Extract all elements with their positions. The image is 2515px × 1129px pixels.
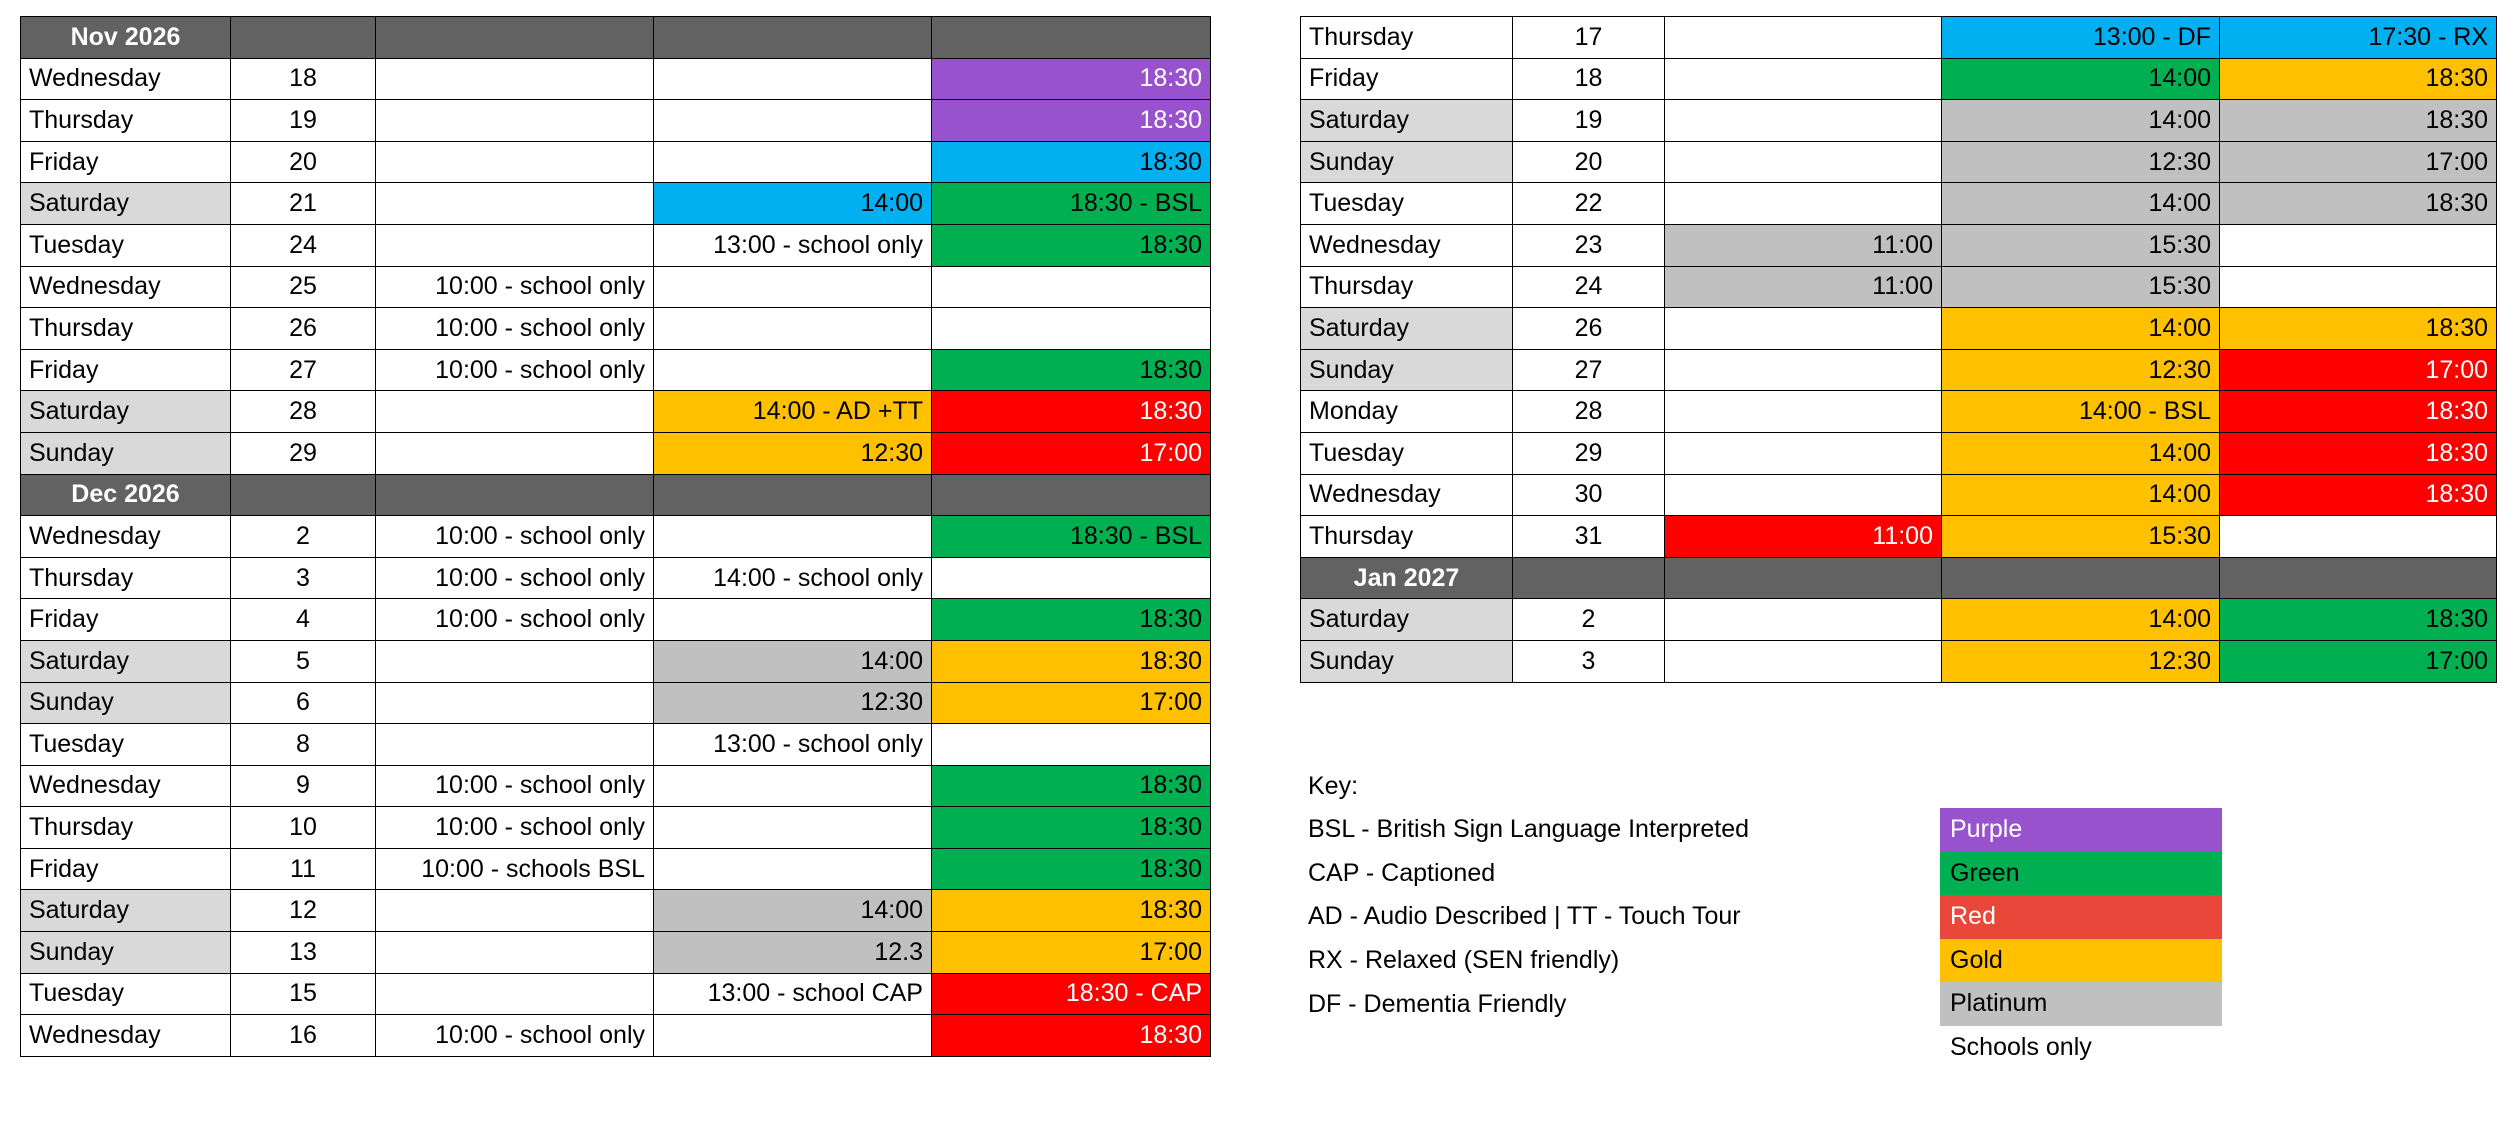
date-cell: 28 [231,391,376,433]
key-row [1308,1026,2228,1070]
date-cell: 27 [1513,349,1665,391]
schedule-row [1301,599,2497,641]
day-cell: Wednesday [21,765,231,807]
header-cell [376,17,654,59]
day-cell: Friday [21,848,231,890]
performance-slot-cell: 17:00 [932,682,1211,724]
date-cell: 3 [231,557,376,599]
performance-slot-cell: 18:30 [932,599,1211,641]
schedule-row [21,349,1211,391]
performance-slot-cell: 12:30 [654,432,932,474]
day-cell: Friday [21,599,231,641]
day-cell: Wednesday [21,516,231,558]
legend-key [1308,764,2228,1070]
schedule-row [21,100,1211,142]
performance-slot-cell [1665,141,1942,183]
date-cell: 11 [231,848,376,890]
performance-slot-cell: 18:30 [932,349,1211,391]
day-cell: Wednesday [1301,224,1513,266]
performance-slot-cell [932,557,1211,599]
performance-slot-cell [1665,599,1942,641]
schedule-row [1301,432,2497,474]
schedule-row [21,973,1211,1015]
date-cell: 10 [231,807,376,849]
performance-slot-cell: 14:00 [654,183,932,225]
performance-slot-cell: 18:30 [2220,308,2497,350]
date-cell: 6 [231,682,376,724]
performance-slot-cell: 18:30 [932,890,1211,932]
day-cell: Wednesday [21,1015,231,1057]
performance-slot-cell [376,682,654,724]
day-cell: Thursday [21,557,231,599]
performance-slot-cell: 12:30 [1942,640,2220,682]
performance-slot-cell: 10:00 - school only [376,349,654,391]
schedule-row [21,58,1211,100]
performance-slot-cell: 10:00 - school only [376,599,654,641]
performance-slot-cell [654,848,932,890]
performance-slot-cell: 10:00 - school only [376,1015,654,1057]
performance-slot-cell: 18:30 [932,848,1211,890]
performance-slot-cell: 18:30 [932,765,1211,807]
key-label: CAP - Captioned [1308,858,1496,887]
performance-slot-cell: 12.3 [654,932,932,974]
performance-slot-cell [376,724,654,766]
day-cell: Thursday [21,100,231,142]
schedule-row [21,557,1211,599]
performance-slot-cell: 10:00 - school only [376,308,654,350]
header-cell [2220,557,2497,599]
schedule-row [1301,100,2497,142]
day-cell: Thursday [1301,266,1513,308]
performance-slot-cell [376,183,654,225]
key-swatch: Red [1940,895,2222,939]
date-cell: 2 [1513,599,1665,641]
performance-slot-cell: 18:30 [932,100,1211,142]
date-cell: 21 [231,183,376,225]
day-cell: Saturday [21,890,231,932]
performance-slot-cell: 14:00 - AD +TT [654,391,932,433]
date-cell: 16 [231,1015,376,1057]
performance-slot-cell: 18:30 [932,58,1211,100]
day-cell: Saturday [21,640,231,682]
header-cell [1513,557,1665,599]
schedule-row [1301,17,2497,59]
key-swatch: Platinum [1940,982,2222,1026]
performance-slot-cell: 13:00 - DF [1942,17,2220,59]
performance-slot-cell [1665,640,1942,682]
day-cell: Saturday [1301,599,1513,641]
performance-slot-cell [376,391,654,433]
key-title: Key: [1308,772,1359,800]
day-cell: Thursday [21,308,231,350]
performance-slot-cell: 13:00 - school only [654,724,932,766]
day-cell: Tuesday [21,724,231,766]
schedule-row [1301,141,2497,183]
performance-slot-cell [376,141,654,183]
performance-slot-cell: 18:30 [2220,58,2497,100]
performance-slot-cell [376,973,654,1015]
performance-slot-cell [1665,183,1942,225]
performance-slot-cell: 14:00 [1942,432,2220,474]
performance-slot-cell: 14:00 [654,640,932,682]
performance-slot-cell: 11:00 [1665,224,1942,266]
key-swatch: Purple [1940,808,2222,852]
performance-slot-cell: 18:30 [2220,599,2497,641]
performance-slot-cell: 18:30 [932,141,1211,183]
key-row [1308,852,2228,896]
performance-slot-cell [932,308,1211,350]
schedule-row [21,765,1211,807]
schedule-row [1301,308,2497,350]
performance-slot-cell [654,349,932,391]
day-cell: Tuesday [21,224,231,266]
key-row [1308,939,2228,983]
date-cell: 23 [1513,224,1665,266]
day-cell: Saturday [1301,308,1513,350]
day-cell: Friday [21,141,231,183]
schedule-table-right [1300,16,2497,683]
performance-slot-cell: 17:00 [2220,141,2497,183]
day-cell: Wednesday [21,58,231,100]
schedule-row [21,807,1211,849]
performance-slot-cell: 13:00 - school only [654,224,932,266]
performance-slot-cell: 12:30 [654,682,932,724]
date-cell: 29 [1513,432,1665,474]
key-swatch: Schools only [1940,1026,2222,1070]
day-cell: Friday [21,349,231,391]
date-cell: 17 [1513,17,1665,59]
performance-slot-cell: 13:00 - school CAP [654,973,932,1015]
date-cell: 25 [231,266,376,308]
date-cell: 20 [231,141,376,183]
month-label: Dec 2026 [21,474,231,516]
schedule-row [1301,183,2497,225]
schedule-row [1301,516,2497,558]
performance-slot-cell: 12:30 [1942,141,2220,183]
date-cell: 24 [1513,266,1665,308]
schedule-row [1301,266,2497,308]
day-cell: Sunday [1301,640,1513,682]
performance-slot-cell: 11:00 [1665,516,1942,558]
performance-slot-cell [1665,58,1942,100]
performance-slot-cell: 18:30 [2220,474,2497,516]
performance-slot-cell [2220,266,2497,308]
month-header-row [21,17,1211,59]
day-cell: Sunday [1301,349,1513,391]
schedule-row [21,640,1211,682]
date-cell: 5 [231,640,376,682]
schedule-row [21,1015,1211,1057]
performance-slot-cell: 18:30 [932,391,1211,433]
performance-slot-cell: 10:00 - school only [376,765,654,807]
performance-slot-cell: 18:30 [2220,432,2497,474]
key-swatch: Green [1940,852,2222,896]
performance-slot-cell: 11:00 [1665,266,1942,308]
performance-slot-cell: 17:00 [932,432,1211,474]
day-cell: Tuesday [21,973,231,1015]
date-cell: 20 [1513,141,1665,183]
performance-slot-cell: 14:00 [1942,599,2220,641]
date-cell: 8 [231,724,376,766]
performance-slot-cell: 10:00 - school only [376,516,654,558]
performance-slot-cell: 10:00 - school only [376,807,654,849]
performance-slot-cell [376,890,654,932]
date-cell: 29 [231,432,376,474]
date-cell: 19 [1513,100,1665,142]
date-cell: 26 [1513,308,1665,350]
date-cell: 19 [231,100,376,142]
schedule-row [21,724,1211,766]
schedule-row [21,516,1211,558]
key-swatch: Gold [1940,939,2222,983]
header-cell [932,474,1211,516]
header-cell [376,474,654,516]
schedule-row [21,183,1211,225]
performance-slot-cell: 18:30 - BSL [932,516,1211,558]
schedule-row [21,432,1211,474]
day-cell: Saturday [21,391,231,433]
date-cell: 4 [231,599,376,641]
performance-slot-cell: 12:30 [1942,349,2220,391]
month-label: Nov 2026 [21,17,231,59]
performance-slot-cell [1665,349,1942,391]
performance-slot-cell [1665,308,1942,350]
date-cell: 3 [1513,640,1665,682]
header-cell [1942,557,2220,599]
performance-slot-cell [654,141,932,183]
schedule-row [1301,224,2497,266]
header-cell [1665,557,1942,599]
date-cell: 9 [231,765,376,807]
month-header-row [1301,557,2497,599]
performance-slot-cell [376,224,654,266]
performance-slot-cell: 18:30 [2220,183,2497,225]
performance-slot-cell [932,266,1211,308]
schedule-row [21,266,1211,308]
day-cell: Sunday [1301,141,1513,183]
performance-slot-cell [1665,391,1942,433]
performance-slot-cell [376,100,654,142]
header-cell [932,17,1211,59]
performance-slot-cell: 18:30 [2220,391,2497,433]
performance-slot-cell [1665,17,1942,59]
day-cell: Tuesday [1301,432,1513,474]
key-row [1308,982,2228,1026]
schedule-row [1301,640,2497,682]
performance-slot-cell: 14:00 [1942,100,2220,142]
performance-slot-cell [376,58,654,100]
key-label: BSL - British Sign Language Interpreted [1308,815,1750,844]
schedule-row [21,932,1211,974]
performance-slot-cell: 10:00 - school only [376,557,654,599]
schedule-row [21,599,1211,641]
day-cell: Friday [1301,58,1513,100]
performance-slot-cell: 18:30 [932,807,1211,849]
day-cell: Thursday [1301,17,1513,59]
date-cell: 13 [231,932,376,974]
schedule-row [21,308,1211,350]
performance-slot-cell [654,1015,932,1057]
performance-slot-cell: 15:30 [1942,266,2220,308]
date-cell: 26 [231,308,376,350]
schedule-row [21,848,1211,890]
schedule-table-left [20,16,1211,1057]
performance-slot-cell: 17:00 [2220,349,2497,391]
performance-slot-cell: 18:30 [932,640,1211,682]
header-cell [654,474,932,516]
schedule-row [1301,349,2497,391]
date-cell: 30 [1513,474,1665,516]
performance-slot-cell: 17:30 - RX [2220,17,2497,59]
header-cell [231,474,376,516]
performance-slot-cell: 18:30 [932,224,1211,266]
performance-slot-cell [376,932,654,974]
day-cell: Saturday [1301,100,1513,142]
key-label: RX - Relaxed (SEN friendly) [1308,946,1620,975]
schedule-row [21,391,1211,433]
date-cell: 24 [231,224,376,266]
schedule-row [21,890,1211,932]
performance-slot-cell: 10:00 - school only [376,266,654,308]
performance-slot-cell: 17:00 [932,932,1211,974]
performance-slot-cell [654,308,932,350]
performance-slot-cell: 14:00 [1942,308,2220,350]
day-cell: Wednesday [21,266,231,308]
header-cell [231,17,376,59]
day-cell: Sunday [21,932,231,974]
performance-slot-cell: 14:00 [1942,183,2220,225]
performance-slot-cell: 10:00 - schools BSL [376,848,654,890]
performance-slot-cell [654,599,932,641]
key-label: DF - Dementia Friendly [1308,989,1567,1018]
day-cell: Tuesday [1301,183,1513,225]
key-label: AD - Audio Described | TT - Touch Tour [1308,902,1741,931]
performance-slot-cell [932,724,1211,766]
performance-slot-cell [654,765,932,807]
day-cell: Sunday [21,682,231,724]
date-cell: 2 [231,516,376,558]
performance-slot-cell [1665,474,1942,516]
schedule-row [21,682,1211,724]
performance-slot-cell [1665,100,1942,142]
key-row [1308,895,2228,939]
date-cell: 12 [231,890,376,932]
schedule-row [1301,391,2497,433]
performance-slot-cell: 18:30 - BSL [932,183,1211,225]
schedule-row [1301,58,2497,100]
performance-slot-cell [654,100,932,142]
performance-slot-cell: 15:30 [1942,516,2220,558]
performance-slot-cell [654,266,932,308]
performance-slot-cell [1665,432,1942,474]
day-cell: Saturday [21,183,231,225]
performance-slot-cell [376,432,654,474]
performance-slot-cell: 14:00 [1942,58,2220,100]
header-cell [654,17,932,59]
date-cell: 27 [231,349,376,391]
performance-slot-cell [654,58,932,100]
performance-slot-cell [2220,516,2497,558]
performance-slot-cell [654,516,932,558]
date-cell: 15 [231,973,376,1015]
day-cell: Thursday [1301,516,1513,558]
performance-slot-cell: 18:30 - CAP [932,973,1211,1015]
date-cell: 28 [1513,391,1665,433]
schedule-row [1301,474,2497,516]
performance-slot-cell: 14:00 - BSL [1942,391,2220,433]
performance-slot-cell [2220,224,2497,266]
day-cell: Thursday [21,807,231,849]
date-cell: 22 [1513,183,1665,225]
performance-slot-cell: 14:00 [654,890,932,932]
day-cell: Wednesday [1301,474,1513,516]
schedule-row [21,224,1211,266]
performance-slot-cell: 14:00 [1942,474,2220,516]
date-cell: 18 [1513,58,1665,100]
date-cell: 31 [1513,516,1665,558]
key-row [1308,808,2228,852]
performance-slot-cell: 18:30 [932,1015,1211,1057]
performance-slot-cell [654,807,932,849]
performance-slot-cell: 18:30 [2220,100,2497,142]
performance-slot-cell: 14:00 - school only [654,557,932,599]
month-label: Jan 2027 [1301,557,1513,599]
day-cell: Monday [1301,391,1513,433]
day-cell: Sunday [21,432,231,474]
date-cell: 18 [231,58,376,100]
performance-slot-cell: 15:30 [1942,224,2220,266]
performance-slot-cell [376,640,654,682]
month-header-row [21,474,1211,516]
performance-slot-cell: 17:00 [2220,640,2497,682]
schedule-row [21,141,1211,183]
